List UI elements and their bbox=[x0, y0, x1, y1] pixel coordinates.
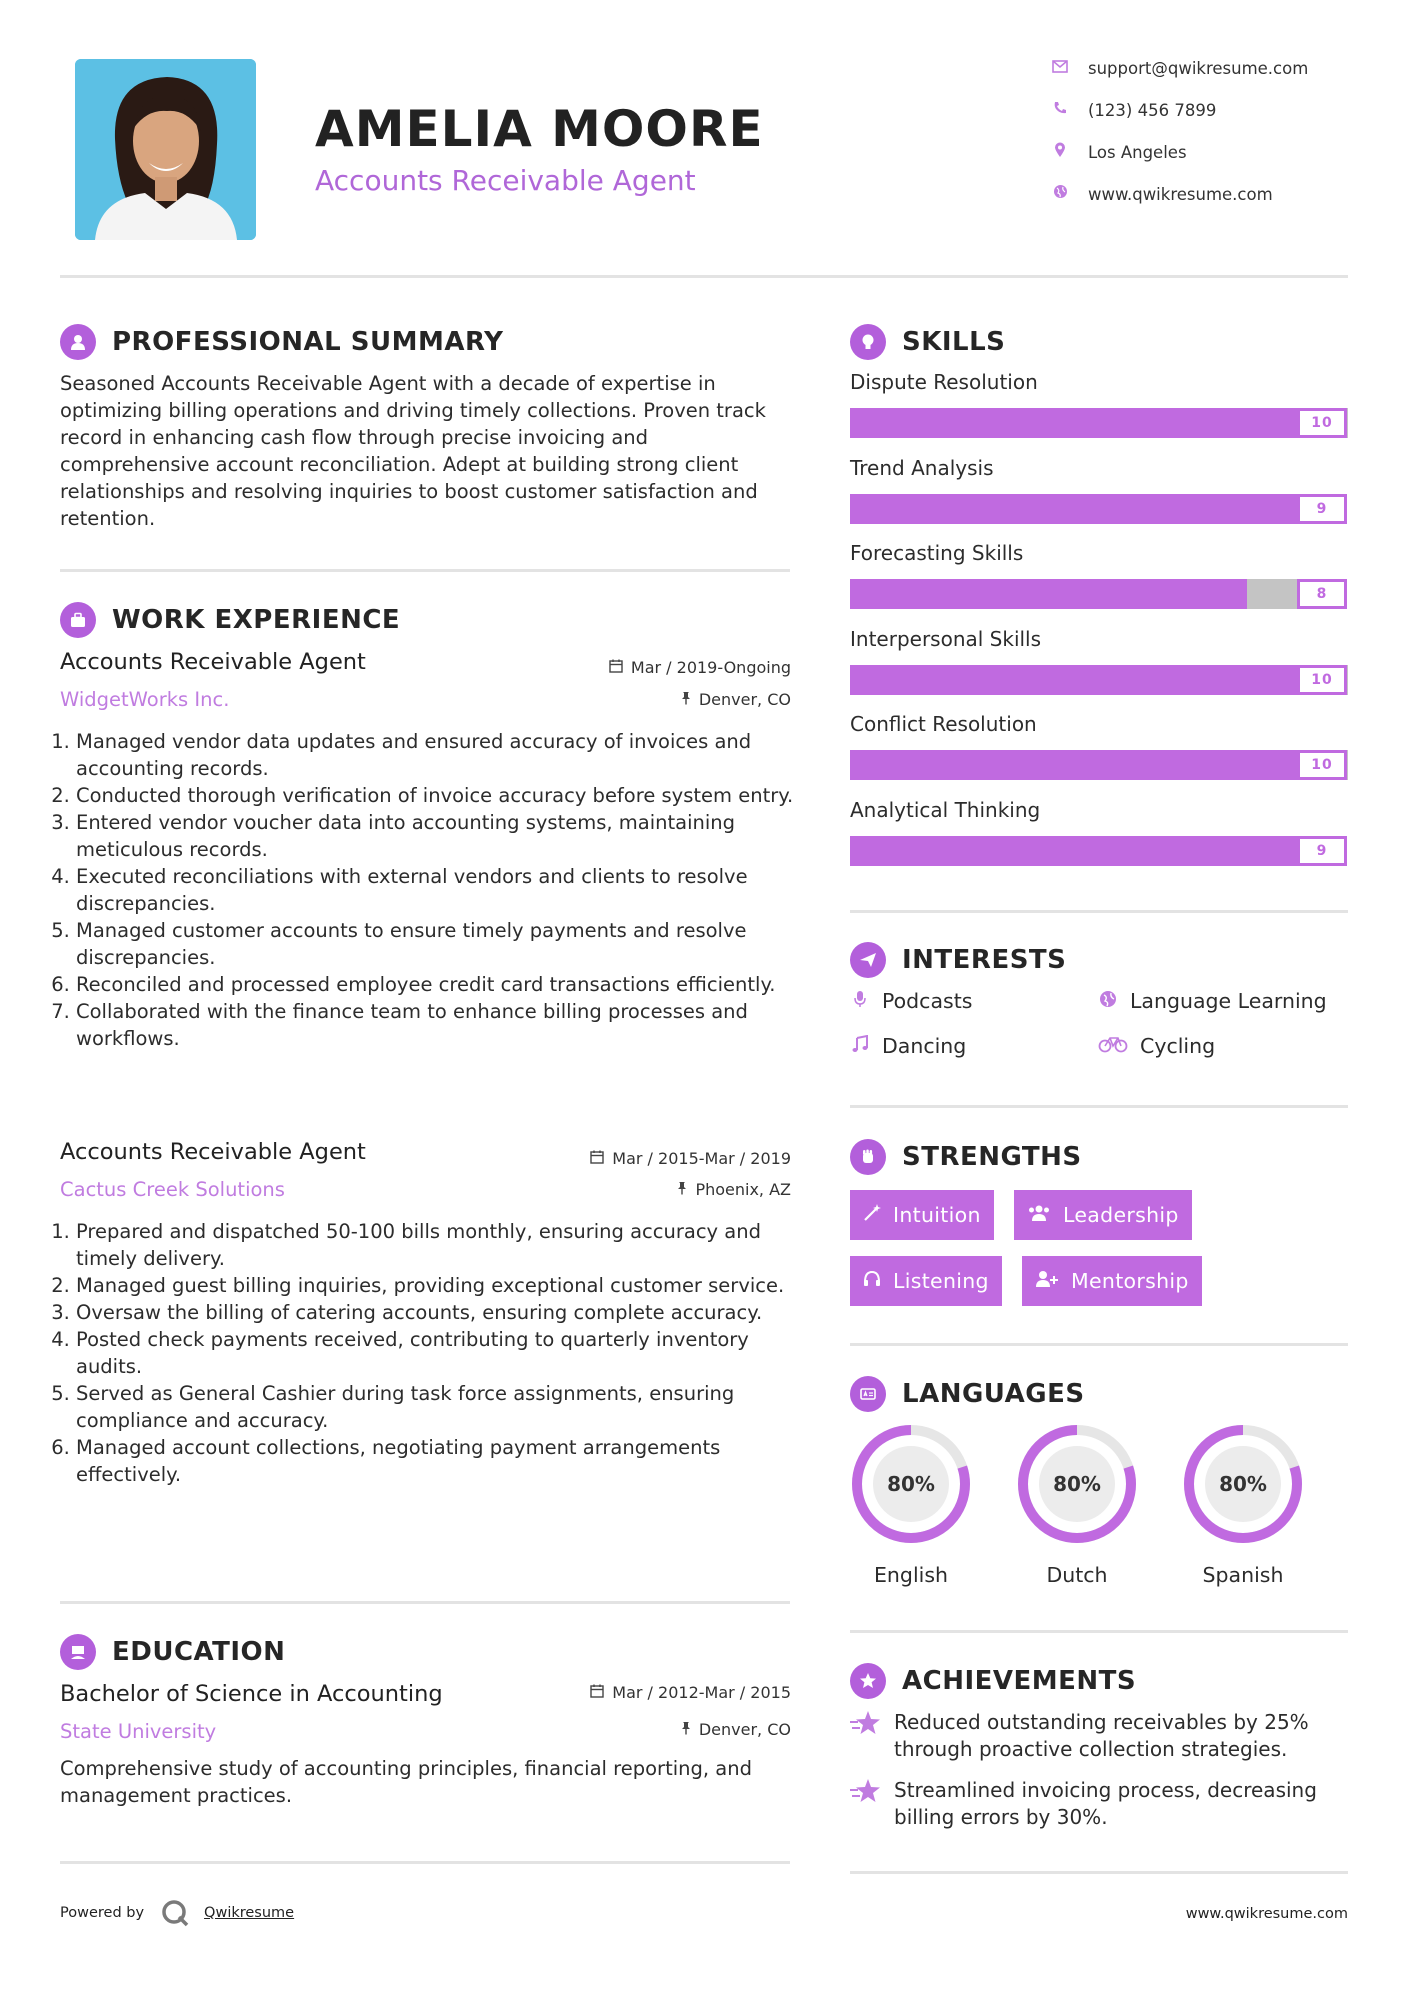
skills-heading bbox=[850, 324, 1005, 360]
language-icon bbox=[850, 1376, 886, 1412]
calendar-icon bbox=[590, 1684, 604, 1702]
job-1-location bbox=[561, 690, 791, 709]
job-2-company: Cactus Creek Solutions bbox=[60, 1178, 285, 1201]
calendar-icon bbox=[590, 1150, 604, 1168]
job-1-dates-text: Mar / 2019-Ongoing bbox=[630, 658, 791, 677]
skill-level-badge: 10 bbox=[1297, 408, 1347, 438]
footer-powered-by bbox=[60, 1898, 294, 1928]
interests-heading-text: INTERESTS bbox=[902, 945, 1067, 975]
skill-name: Interpersonal Skills bbox=[850, 626, 1042, 651]
interest-item bbox=[1098, 989, 1327, 1013]
language-name: Spanish bbox=[1202, 1563, 1284, 1587]
skill-bar bbox=[850, 494, 1347, 524]
skill-bar-fill bbox=[850, 494, 1297, 524]
job-1-duty: 5. Managed customer accounts to ensure timely payments and resolve discrepancies. bbox=[76, 917, 798, 971]
strengths-heading-text: STRENGTHS bbox=[902, 1142, 1082, 1172]
job-2-duty: 4. Posted check payments received, contributing to quarterly inventory audits. bbox=[76, 1326, 798, 1380]
skill-level-badge: 8 bbox=[1297, 579, 1347, 609]
work-divider bbox=[60, 1601, 790, 1604]
skill-level-badge: 10 bbox=[1297, 750, 1347, 780]
summary-heading bbox=[60, 324, 503, 360]
interest-item bbox=[850, 1034, 966, 1058]
languages-divider bbox=[850, 1630, 1348, 1633]
language-percent: 80% bbox=[1219, 1472, 1267, 1496]
job-2-duty: 2. Managed guest billing inquiries, providing exceptional customer service. bbox=[76, 1272, 798, 1299]
summary-divider bbox=[60, 569, 790, 572]
languages-heading-text: LANGUAGES bbox=[902, 1379, 1085, 1409]
interests-divider bbox=[850, 1105, 1348, 1108]
skill-level-badge: 9 bbox=[1297, 494, 1347, 524]
phone-icon bbox=[1050, 100, 1070, 120]
user-plus-icon bbox=[1035, 1270, 1059, 1293]
map-pin-icon bbox=[1050, 142, 1070, 162]
paper-plane-icon bbox=[850, 942, 886, 978]
job-2-duties bbox=[58, 1218, 798, 1488]
candidate-name: AMELIA MOORE bbox=[315, 100, 764, 158]
star-badge-icon bbox=[850, 1663, 886, 1699]
job-1-duty: 1. Managed vendor data updates and ensured accuracy of invoices and accounting records. bbox=[76, 728, 798, 782]
contact-location-text: Los Angeles bbox=[1088, 142, 1187, 162]
users-icon bbox=[1027, 1204, 1051, 1227]
education-location-text: Denver, CO bbox=[698, 1720, 791, 1739]
pushpin-icon bbox=[681, 1721, 691, 1739]
skill-bar-fill bbox=[850, 408, 1347, 438]
skill-bar bbox=[850, 665, 1347, 695]
footer-brand-link[interactable]: Qwikresume bbox=[204, 1905, 295, 1921]
achievement-item bbox=[850, 1777, 1348, 1831]
education-degree: Bachelor of Science in Accounting bbox=[60, 1681, 443, 1707]
star-icon bbox=[850, 1777, 884, 1831]
interest-label: Dancing bbox=[882, 1034, 967, 1058]
skills-divider bbox=[850, 910, 1348, 913]
star-icon bbox=[850, 1709, 884, 1763]
skill-bar-fill bbox=[850, 579, 1247, 609]
education-heading-text: EDUCATION bbox=[112, 1637, 286, 1667]
contact-email[interactable] bbox=[1050, 58, 1350, 78]
job-2-duty: 1. Prepared and dispatched 50-100 bills monthly, ensuring accuracy and timely delivery. bbox=[76, 1218, 798, 1272]
globe-icon bbox=[1098, 990, 1118, 1013]
microphone-icon bbox=[850, 990, 870, 1013]
education-divider bbox=[60, 1861, 790, 1864]
interest-item bbox=[850, 989, 972, 1013]
bicycle-icon bbox=[1098, 1035, 1128, 1058]
strength-chip bbox=[1022, 1256, 1202, 1306]
language-ring bbox=[850, 1423, 972, 1545]
strength-label: Mentorship bbox=[1071, 1269, 1189, 1293]
achievement-item bbox=[850, 1709, 1348, 1763]
contact-website-text: www.qwikresume.com bbox=[1088, 184, 1273, 204]
job-1-dates bbox=[561, 658, 791, 677]
education-school: State University bbox=[60, 1720, 217, 1743]
job-2-duty: 5. Served as General Cashier during task force assignments, ensuring compliance and accuracy. bbox=[76, 1380, 798, 1434]
language-name: Dutch bbox=[1046, 1563, 1108, 1587]
contact-location bbox=[1050, 142, 1350, 162]
strength-chip bbox=[850, 1256, 1002, 1306]
headphones-icon bbox=[863, 1270, 881, 1293]
strength-label: Listening bbox=[893, 1269, 989, 1293]
work-heading bbox=[60, 602, 400, 638]
envelope-icon bbox=[1050, 58, 1070, 78]
job-2-duty: 6. Managed account collections, negotiating payment arrangements effectively. bbox=[76, 1434, 798, 1488]
pushpin-icon bbox=[677, 1181, 687, 1199]
education-dates-text: Mar / 2012-Mar / 2015 bbox=[612, 1683, 791, 1702]
skill-bar-fill bbox=[850, 750, 1347, 780]
job-1-title: Accounts Receivable Agent bbox=[60, 649, 366, 675]
qwikresume-logo-icon bbox=[160, 1898, 190, 1928]
lightbulb-icon bbox=[850, 324, 886, 360]
skill-bar bbox=[850, 750, 1347, 780]
contact-website[interactable] bbox=[1050, 184, 1350, 204]
skill-name: Conflict Resolution bbox=[850, 712, 1037, 736]
contact-phone-text: (123) 456 7899 bbox=[1088, 100, 1217, 120]
job-1-duty: 2. Conducted thorough verification of invoice accuracy before system entry. bbox=[76, 782, 798, 809]
interest-label: Cycling bbox=[1140, 1034, 1216, 1058]
footer-url[interactable]: www.qwikresume.com bbox=[1185, 1906, 1348, 1922]
skill-name: Forecasting Skills bbox=[850, 541, 1024, 565]
education-location bbox=[561, 1720, 791, 1739]
skill-level-badge: 9 bbox=[1297, 836, 1347, 866]
briefcase-icon bbox=[60, 602, 96, 638]
language-ring bbox=[1182, 1423, 1304, 1545]
language-item bbox=[1016, 1423, 1138, 1587]
job-2-title: Accounts Receivable Agent bbox=[60, 1139, 366, 1165]
interest-label: Podcasts bbox=[882, 989, 973, 1013]
fist-icon bbox=[850, 1139, 886, 1175]
language-ring bbox=[1016, 1423, 1138, 1545]
job-1-location-text: Denver, CO bbox=[698, 690, 791, 709]
achievement-text: Streamlined invoicing process, decreasing billing errors by 30%. bbox=[894, 1778, 1317, 1829]
contact-phone[interactable] bbox=[1050, 100, 1350, 120]
job-1-duties bbox=[58, 728, 798, 1052]
job-1-duty: 3. Entered vendor voucher data into accounting systems, maintaining meticulous records. bbox=[76, 809, 798, 863]
job-2-dates-text: Mar / 2015-Mar / 2019 bbox=[612, 1149, 791, 1168]
languages-list bbox=[850, 1423, 1348, 1593]
achievement-text: Reduced outstanding receivables by 25% through proactive collection strategies. bbox=[894, 1710, 1309, 1761]
language-name: English bbox=[873, 1563, 949, 1587]
skills-heading-text: SKILLS bbox=[902, 327, 1006, 357]
skill-level-badge: 10 bbox=[1297, 665, 1347, 695]
powered-by-text: Powered by bbox=[60, 1905, 145, 1921]
skill-bar bbox=[850, 579, 1347, 609]
strength-chip bbox=[850, 1190, 994, 1240]
job-2-dates bbox=[561, 1149, 791, 1168]
job-1-duty: 7. Collaborated with the finance team to enhance billing processes and workflows. bbox=[76, 998, 798, 1052]
interest-item bbox=[1098, 1034, 1215, 1058]
achievements-divider bbox=[850, 1871, 1348, 1874]
contact-email-text: support@qwikresume.com bbox=[1088, 58, 1309, 78]
strengths-heading bbox=[850, 1139, 1082, 1175]
candidate-title: Accounts Receivable Agent bbox=[315, 164, 696, 197]
job-2-location bbox=[561, 1180, 791, 1199]
magic-wand-icon bbox=[863, 1204, 881, 1227]
strength-chip bbox=[1014, 1190, 1192, 1240]
skill-bar-fill bbox=[850, 836, 1297, 866]
job-2-location-text: Phoenix, AZ bbox=[695, 1180, 791, 1199]
summary-text: Seasoned Accounts Receivable Agent with a decade of expertise in optimizing billing operations and driving timely collections. Proven track record in enhancing cash flow through precise invoicing and comprehensive account reconciliation. Adept at building strong client relationships and resolving inquiries to boost customer satisfaction and retention. bbox=[60, 372, 766, 530]
interests-heading bbox=[850, 942, 1066, 978]
skill-name: Dispute Resolution bbox=[850, 370, 1038, 394]
music-note-icon bbox=[850, 1035, 870, 1058]
skill-name: Analytical Thinking bbox=[850, 797, 1041, 822]
strength-label: Intuition bbox=[893, 1203, 981, 1227]
language-item bbox=[1182, 1423, 1304, 1587]
achievements-heading bbox=[850, 1663, 1136, 1699]
education-description: Comprehensive study of accounting principles, financial reporting, and management practices. bbox=[60, 1757, 752, 1807]
achievements-heading-text: ACHIEVEMENTS bbox=[902, 1666, 1137, 1696]
strengths-divider bbox=[850, 1343, 1348, 1346]
education-heading bbox=[60, 1634, 285, 1670]
skill-bar bbox=[850, 836, 1347, 866]
language-percent: 80% bbox=[1053, 1472, 1101, 1496]
language-percent: 80% bbox=[887, 1472, 935, 1496]
strength-label: Leadership bbox=[1063, 1203, 1179, 1227]
profile-photo bbox=[75, 59, 256, 240]
globe-icon bbox=[1050, 184, 1070, 204]
skill-bar bbox=[850, 408, 1347, 438]
header-divider bbox=[60, 275, 1348, 278]
job-1-company: WidgetWorks Inc. bbox=[60, 688, 230, 711]
language-item bbox=[850, 1423, 972, 1587]
job-1-duty: 4. Executed reconciliations with external vendors and clients to resolve discrepancies. bbox=[76, 863, 798, 917]
skill-bar-fill bbox=[850, 665, 1347, 695]
summary-heading-text: PROFESSIONAL SUMMARY bbox=[112, 327, 504, 357]
education-dates bbox=[561, 1683, 791, 1702]
calendar-icon bbox=[609, 659, 623, 677]
pushpin-icon bbox=[681, 691, 691, 709]
skill-name: Trend Analysis bbox=[850, 455, 994, 480]
languages-heading bbox=[850, 1376, 1085, 1412]
user-icon bbox=[60, 324, 96, 360]
job-2-duty: 3. Oversaw the billing of catering accounts, ensuring complete accuracy. bbox=[76, 1299, 798, 1326]
work-heading-text: WORK EXPERIENCE bbox=[112, 605, 401, 635]
graduation-icon bbox=[60, 1634, 96, 1670]
interest-label: Language Learning bbox=[1130, 989, 1327, 1013]
job-1-duty: 6. Reconciled and processed employee credit card transactions efficiently. bbox=[76, 971, 798, 998]
